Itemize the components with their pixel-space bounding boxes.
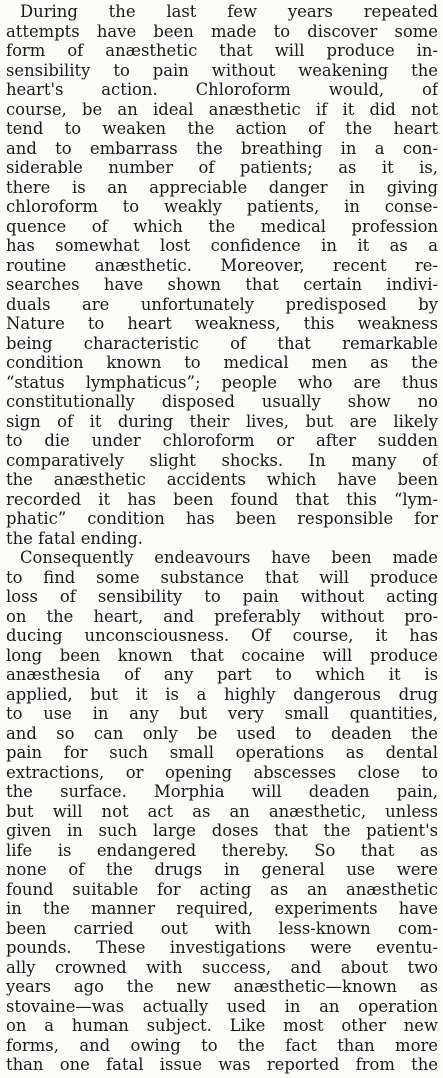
article-line: Consequently endeavours have been made <box>20 548 438 567</box>
article-line: condition known to medical men as the <box>6 353 438 372</box>
article-line: During the last few years repeated <box>20 2 438 21</box>
article-line: been carried out with less-known com- <box>6 918 438 938</box>
article-line: sign of it during their lives, but are likely <box>6 411 438 431</box>
article-line: extractions, or opening abscesses close to <box>6 762 438 782</box>
article-line: attempts have been made to discover some <box>6 21 438 41</box>
article-column <box>6 2 438 1075</box>
article-line: phatic” condition has been responsible for <box>6 509 438 528</box>
article-line: Nature to heart weakness, this weakness <box>6 314 438 333</box>
article-line: the anæsthetic accidents which have been <box>6 470 438 489</box>
article-line: to die under chloroform or after sudden <box>6 431 438 450</box>
article-line: and to embarrass the breathing in a con- <box>6 138 438 158</box>
article-line: long been known that cocaine will produce <box>6 645 438 665</box>
article-paragraph <box>6 548 438 1075</box>
article-line: constitutionally disposed usually show no <box>6 392 438 411</box>
article-paragraph <box>6 2 438 548</box>
article-line: forms, and owing to the fact than more <box>6 1035 438 1055</box>
article-line: ally crowned with success, and about two <box>6 957 438 977</box>
article-line: quence of which the medical profession <box>6 216 438 236</box>
article-line: on a human subject. Like most other new <box>6 1016 438 1035</box>
article-line: course, be an ideal anæsthetic if it did not <box>6 99 438 119</box>
article-line: years ago the new anæsthetic—known as <box>6 977 438 996</box>
article-line: pain for such small operations as dental <box>6 743 438 762</box>
article-line: the surface. Morphia will deaden pain, <box>6 782 438 801</box>
article-line: none of the drugs in general use were <box>6 860 438 879</box>
article-line: siderable number of patients; as it is, <box>6 158 438 177</box>
article-line: searches have shown that certain indivi- <box>6 275 438 294</box>
article-line: but will not act as an anæsthetic, unless <box>6 801 438 821</box>
article-line: pounds. These investigations were eventu- <box>6 938 438 957</box>
article-line: the fatal ending. <box>6 528 143 548</box>
article-line: being characteristic of that remarkable <box>6 333 438 353</box>
article-line: found suitable for acting as an anæsthetic <box>6 879 438 899</box>
article-line: recorded it has been found that this “lym- <box>6 489 438 509</box>
article-line: applied, but it is a highly dangerous drug <box>6 684 438 704</box>
article-line: has somewhat lost confidence in it as a <box>6 236 438 255</box>
article-line: on the heart, and preferably without pro- <box>6 606 438 626</box>
article-line: routine anæsthetic. Moreover, recent re- <box>6 255 438 275</box>
article-line: in the manner required, experiments have <box>6 899 438 918</box>
article-line: to find some substance that will produce <box>6 567 438 587</box>
article-line: form of anæsthetic that will produce in- <box>6 41 438 60</box>
article-line: duals are unfortunately predisposed by <box>6 294 438 314</box>
article-line: chloroform to weakly patients, in conse- <box>6 197 438 216</box>
article-line: “status lymphaticus”; people who are thus <box>6 372 438 392</box>
article-line: anæsthesia of any part to which it is <box>6 665 438 684</box>
article-line: comparatively slight shocks. In many of <box>6 450 438 470</box>
article-line: loss of sensibility to pain without acting <box>6 587 438 606</box>
article-line: to use in any but very small quantities, <box>6 704 438 723</box>
article-line: life is endangered thereby. So that as <box>6 840 438 860</box>
article-line: there is an appreciable danger in giving <box>6 177 438 197</box>
article-line: stovaine—was actually used in an operation <box>6 996 438 1016</box>
article-line: given in such large doses that the patient's <box>6 821 438 840</box>
article-line: than one fatal issue was reported from the <box>6 1055 438 1074</box>
article-line: tend to weaken the action of the heart <box>6 119 438 138</box>
article-line: heart's action. Chloroform would, of <box>6 80 438 99</box>
article-line: sensibility to pain without weakening the <box>6 60 438 80</box>
article-line: and so can only be used to deaden the <box>6 723 438 743</box>
article-line: ducing unconsciousness. Of course, it has <box>6 626 438 645</box>
